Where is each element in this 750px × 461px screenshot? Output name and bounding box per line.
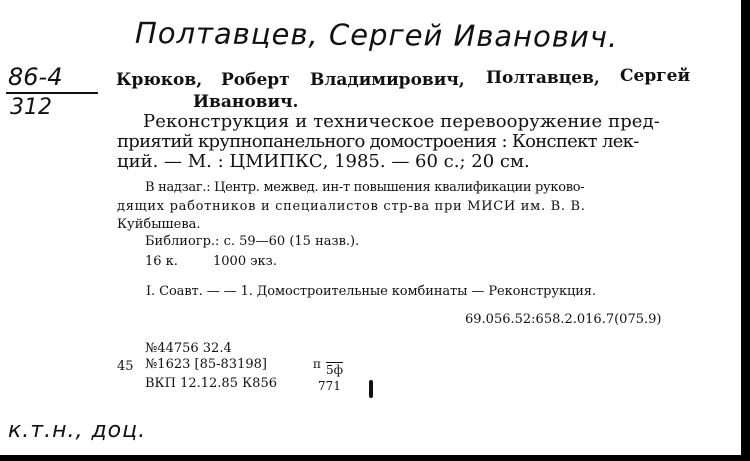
fraction-mark: 5ф — [326, 363, 344, 377]
register-suffix: п — [313, 357, 321, 371]
ink-blot — [369, 380, 373, 398]
register-line: №1623 [85-83198] — [145, 357, 267, 372]
author-line-2: Иванович. — [193, 92, 299, 112]
title-line-3: ций. — М. : ЦМИПКС, 1985. — 60 с.; 20 см. — [117, 151, 530, 172]
handwritten-shelf-mark: 86-4 — [8, 63, 63, 91]
note-line-1: В надзаг.: Центр. межвед. ин-т повышения квалификации руково- — [145, 180, 585, 195]
note-line-2: дящих работников и специалистов стр-ва при МИСИ им. В. В. — [117, 199, 586, 214]
record-number: №44756 32.4 — [145, 341, 232, 356]
price: 16 к. — [145, 254, 178, 269]
handwritten-heading-name: Полтавцев, Сергей Иванович. — [134, 15, 619, 55]
author-word-1: Крюков, — [116, 70, 203, 90]
tracings-line: I. Соавт. — — 1. Домостроительные комбинаты — Реконструкция. — [146, 284, 596, 299]
author-word-5: Сергей — [620, 66, 691, 86]
author-word-3: Владимирович, — [310, 70, 465, 90]
shelf-mark-underline — [6, 92, 98, 94]
classification-index: 69.056.52:658.2.016.7(075.9) — [465, 312, 662, 327]
title-line-2: приятий крупнопанельного домостроения : Конспект лек- — [117, 131, 639, 152]
register-prefix: 45 — [117, 359, 134, 374]
note-line-3: Куйбышева. — [117, 217, 201, 232]
bibliography-note: Библиогр.: с. 59—60 (15 назв.). — [145, 234, 360, 249]
title-line-1: Реконструкция и техническое перевооружение пред- — [143, 111, 660, 132]
handwritten-author-mark: 312 — [10, 95, 52, 120]
author-word-2: Роберт — [221, 70, 290, 90]
vkp-line: ВКП 12.12.85 К856 — [145, 376, 277, 391]
handwritten-degree-note: к.т.н., доц. — [8, 418, 147, 443]
print-run: 1000 экз. — [213, 254, 277, 269]
fraction-mark-denominator: 771 — [318, 379, 341, 393]
author-word-4: Полтавцев, — [486, 68, 600, 88]
